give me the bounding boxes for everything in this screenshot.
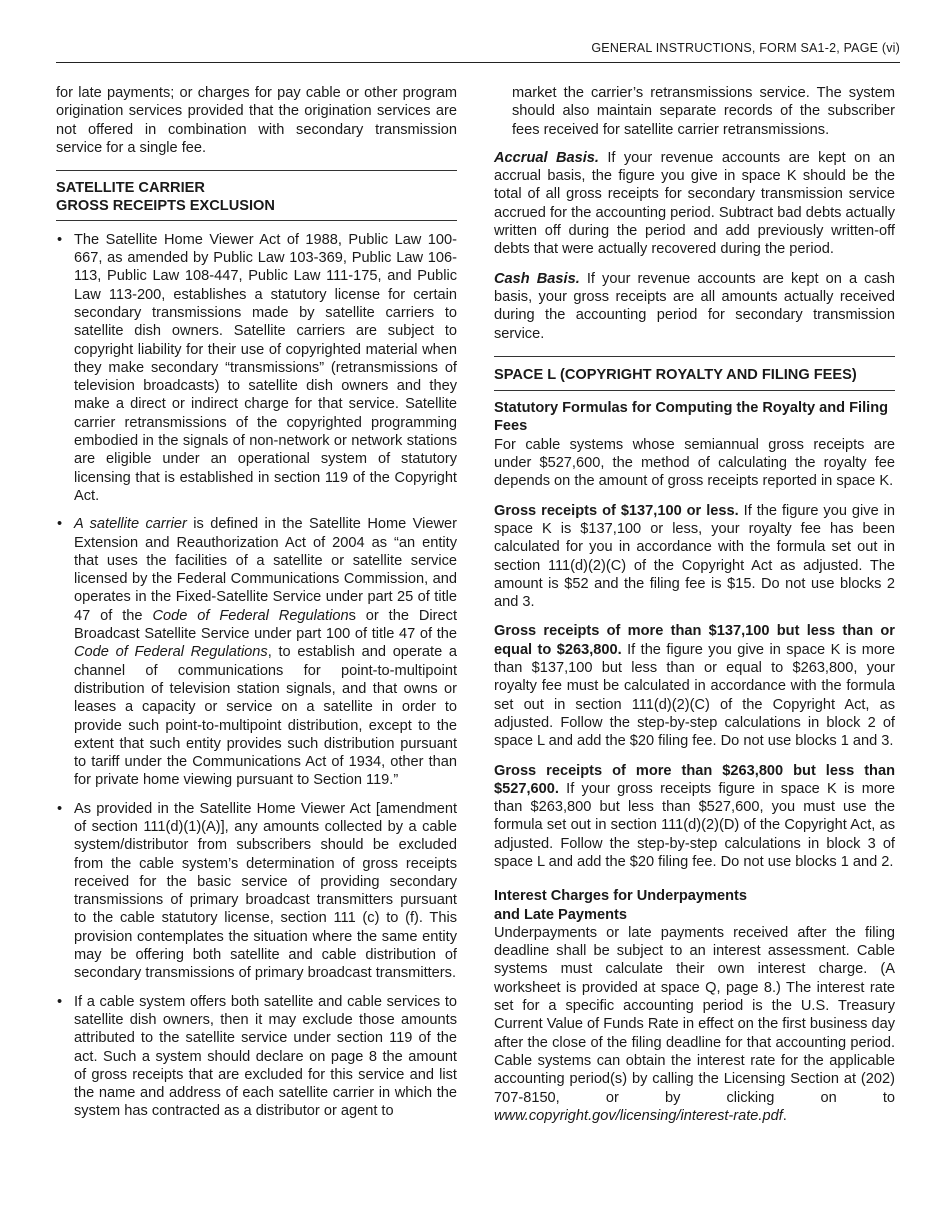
bullet-amendment-text: As provided in the Satellite Home Viewer Act [amendment of section 111(d)(1)(A)], any amounts collected by a cable system/distributor from subscribers should be excluded from the cable system’s determination of gross receipts received for the basic service of providing secondary transmissions of primary broadcast transmitters pursuant to the cable statutory license, section 111 (c) to (f). This provision contemplates the situation where the same entity may be offering both satellite and cable distribution of secondary transmissions of primary broadcast transmitters.	[74, 800, 457, 982]
section-heading-satellite	[56, 171, 457, 220]
bullet-shva-text: The Satellite Home Viewer Act of 1988, Public Law 100-667, as amended by Public Law 103-369, Public Law 106-113, Public Law 108-447, Public Law 111-175, and Public Law 113-200, establishes a statutory license for certain secondary transmissions made by satellite carriers to satellite dish owners. Satellite carriers are subject to copyright liability for their use of copyrighted material when they make secondary “transmissions” (retransmissions of television broadcasts) to satellite dish owners and they make a direct or indirect charge for that service. Satellite carrier retransmissions of the copyrighted programming embodied in the signals of non-network or network stations are eligible under an operational system of statutory licensing that is established in section 119 of the Copyright Act.	[74, 231, 457, 504]
bullet-satellite-carrier-definition	[56, 515, 457, 789]
interest-rate-link[interactable]: www.copyright.gov/licensing/interest-rate.pdf	[494, 1107, 783, 1124]
intro-paragraph: for late payments; or charges for pay cable or other program origination services provided that the origination services are not offered in combination with secondary transmission service for a single fee.	[56, 85, 457, 156]
right-column	[494, 84, 895, 1125]
section-title-line-2: GROSS RECEIPTS EXCLUSION	[56, 198, 275, 215]
accrual-basis-paragraph	[494, 149, 895, 259]
accrual-basis-term: Accrual Basis.	[494, 149, 599, 166]
term-satellite-carrier: A satellite carrier	[74, 516, 187, 533]
gross-receipts-tier-3	[494, 762, 895, 872]
interest-text-body: Underpayments or late payments received after the filing deadline shall be subject to an interest assessment. Cable systems must calculate their own interest charge. (A worksheet is provided at space Q, page 8.) The interest rate set for a specific accounting period is the U.S. Treasury Current Value of Funds Rate in effect on the first business day after the close of the filing deadline for that accounting period. Cable systems can obtain the interest rate for the applicable accounting period(s) by calling the Licensing Section at (202) 707-8150, or by clicking on to	[494, 924, 896, 1106]
bullet-text-a: is defined in the Satellite Home Viewer Extension and Reauthorization Act of 2004 as “an entity that uses the facilities of a satellite or satellite service licensed by the Federal Communications Commission, and operates in the Fixed-Satellite Service under part 25 of title 47 of the	[74, 516, 458, 624]
section-title-line-1: SATELLITE CARRIER	[56, 180, 205, 197]
bullet-exclusion	[56, 993, 457, 1121]
bullet-amendment	[56, 800, 457, 983]
tier-3-term: Gross receipts of more than $263,800 but less than $527,600.	[494, 762, 895, 797]
tier-2-text: If the figure you give in space K is more than $137,100 but less than or equal to $263,800, your royalty fee must be calculated in accordance with the formula set out in section 111(d)(2)(C) of the Copyright Act, as adjusted. Follow the step-by-step calculations in block 2 of space L and add the $20 filing fee. Do not use blocks 1 and 3.	[494, 641, 895, 750]
page-header	[56, 40, 900, 63]
continuation-paragraph: market the carrier’s retransmissions service. The system should also maintain separate records of the subscriber fees received for satellite carrier retransmissions.	[512, 85, 895, 138]
interest-charges-text	[494, 924, 895, 1125]
cfr-reference-2: Code of Federal Regulations	[74, 644, 268, 661]
bullet-text-b: s or the Direct Broadcast Satellite Service under part 100 of title 47 of the	[74, 607, 458, 643]
page-header-title: GENERAL INSTRUCTIONS, FORM SA1-2, PAGE (vi)	[591, 41, 900, 55]
bullet-exclusion-text: If a cable system offers both satellite and cable services to satellite dish owners, then it may exclude those amounts attributed to the satellite service under section 119 of the act. Such a system should declare on page 8 the amount of gross receipts that are excluded for this service and list the name and address of each satellite carrier in which the system has contracted as a distributor or agent to	[74, 993, 457, 1120]
bullet-text-c: , to establish and operate a channel of communications for point-to-multipoint distribution of television station signals, and that owns or leases a capacity or service on a satellite in order to provide such point-to-multipoint distribution, except to the extent that such entity provides such distribution pursuant to tariff under the Communications Act of 1934, other than for private home viewing pursuant to Section 119.”	[74, 644, 457, 789]
bullet-shva	[56, 231, 457, 505]
cfr-reference-1: Code of Federal Regulation	[152, 607, 349, 624]
tier-1-text: If the figure you give in space K is $137,100 or less, your royalty fee has been calculated for you in accordance with the formula set out in section 111(d)(2)(C) of the Copyright Act as adjusted. The amount is $52 and the filing fee is $15. Do not use blocks 2 and 3.	[494, 502, 896, 611]
tier-3-text: If your gross receipts figure in space K is more than $263,800 but less than $527,600, you must use the formula set out in section 111(d)(2)(D) of the Copyright Act, as adjusted. Follow the step-by-step calculations in block 3 of space L and add the $20 filing fee. Do not use blocks 1 and 2.	[494, 780, 895, 870]
tier-1-term: Gross receipts of $137,100 or less.	[494, 502, 739, 519]
gross-receipts-tier-1	[494, 502, 895, 612]
left-column	[56, 84, 457, 1121]
statutory-formulas-title: Statutory Formulas for Computing the Royalty and Filing Fees	[494, 400, 889, 435]
interest-charges-title-line-1: Interest Charges for Underpayments	[494, 888, 748, 905]
satellite-bullet-list	[56, 231, 457, 1121]
cash-basis-paragraph	[494, 270, 895, 343]
interest-text-end: .	[782, 1107, 787, 1124]
space-l-title: SPACE L (COPYRIGHT ROYALTY AND FILING FEES)	[494, 366, 857, 383]
tier-2-term: Gross receipts of more than $137,100 but less than or equal to $263,800.	[494, 623, 895, 658]
accrual-basis-text: If your revenue accounts are kept on an accrual basis, the figure you give in space K should be the total of all gross receipts for secondary transmission service accrued for the accounting period. Subtract bad debts actually written off during the period and add previously written-off debts that were actually recovered during the period.	[494, 149, 895, 258]
interest-charges-title-line-2: and Late Payments	[494, 906, 628, 923]
cash-basis-term: Cash Basis.	[494, 270, 580, 287]
divider	[494, 390, 895, 391]
statutory-formulas-text: For cable systems whose semiannual gross receipts are under $527,600, the method of calculating the royalty fee depends on the amount of gross receipts reported in space K.	[494, 436, 895, 490]
divider	[56, 220, 457, 221]
cash-basis-text: If your revenue accounts are kept on a cash basis, your gross receipts are all amounts actually received during the accounting period for secondary transmission service.	[494, 270, 895, 342]
gross-receipts-tier-2	[494, 622, 895, 750]
